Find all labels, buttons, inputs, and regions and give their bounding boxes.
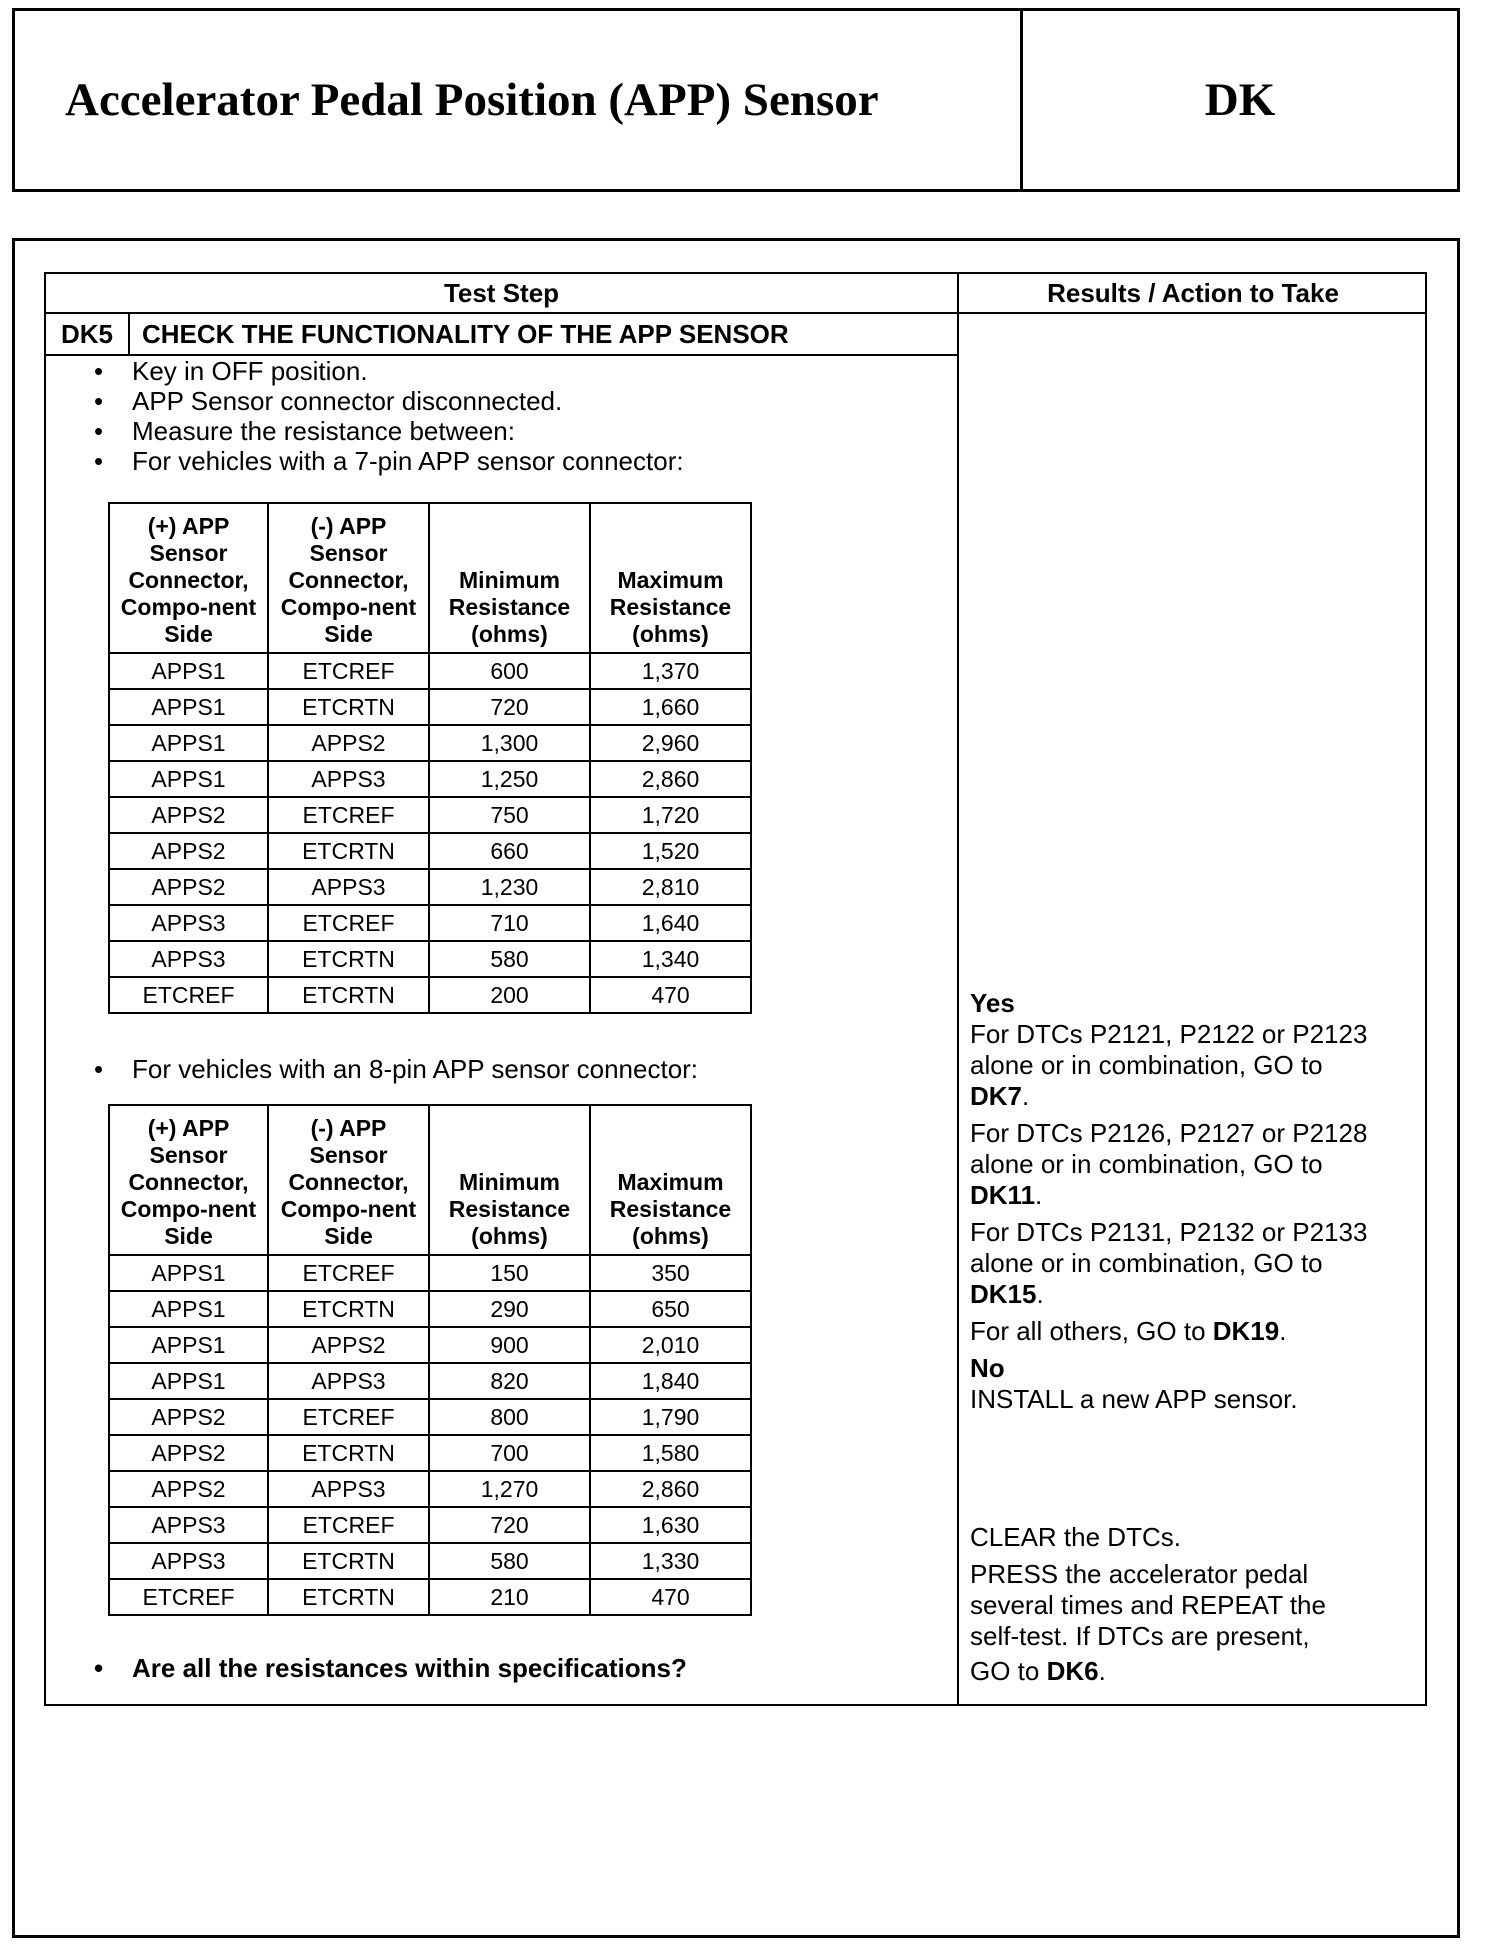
- table-cell: 2,810: [590, 869, 751, 905]
- table-cell: ETCREF: [268, 1399, 429, 1435]
- result-item: For DTCs P2121, P2122 or P2123 alone or in combination, GO to DK7.: [970, 1019, 1368, 1111]
- table-cell: 750: [429, 797, 590, 833]
- table-cell: 1,580: [590, 1435, 751, 1471]
- table-cell: 1,370: [590, 653, 751, 689]
- no-action: INSTALL a new APP sensor.: [970, 1384, 1298, 1414]
- table-row: [109, 689, 751, 725]
- page-header: [12, 8, 1460, 192]
- table-cell: APPS1: [109, 689, 268, 725]
- table-cell: APPS1: [109, 1327, 268, 1363]
- table-cell: 1,230: [429, 869, 590, 905]
- table-cell: 470: [590, 1579, 751, 1615]
- table-cell: APPS2: [109, 1471, 268, 1507]
- table-cell: 720: [429, 1507, 590, 1543]
- table-cell: APPS3: [268, 869, 429, 905]
- table-row: [109, 905, 751, 941]
- table-row: [109, 653, 751, 689]
- table-cell: 210: [429, 1579, 590, 1615]
- resistance-table-7pin: [108, 502, 752, 1014]
- table-cell: APPS1: [109, 1363, 268, 1399]
- table-cell: ETCREF: [109, 977, 268, 1013]
- table-cell: 720: [429, 689, 590, 725]
- table-cell: ETCRTN: [268, 1435, 429, 1471]
- table-cell: 290: [429, 1291, 590, 1327]
- list-item: • APP Sensor connector disconnected.: [92, 386, 684, 416]
- list-item: • Measure the resistance between:: [92, 416, 684, 446]
- table-cell: 700: [429, 1435, 590, 1471]
- col-minus-header: (-) APP Sensor Connector, Compo-nent Side: [268, 503, 429, 653]
- result-item: For DTCs P2131, P2132 or P2133 alone or in combination, GO to DK15.: [970, 1217, 1368, 1309]
- table-row: [109, 833, 751, 869]
- table-row: [109, 1399, 751, 1435]
- table-cell: 1,630: [590, 1507, 751, 1543]
- table-row: [109, 1291, 751, 1327]
- table-row: [109, 1327, 751, 1363]
- table-cell: 470: [590, 977, 751, 1013]
- table-row: [109, 1363, 751, 1399]
- table-cell: APPS2: [109, 1399, 268, 1435]
- table-cell: 820: [429, 1363, 590, 1399]
- table-cell: APPS1: [109, 653, 268, 689]
- table-row: [109, 869, 751, 905]
- table-cell: 580: [429, 1543, 590, 1579]
- table-cell: ETCREF: [268, 797, 429, 833]
- no-label: No: [970, 1353, 1005, 1383]
- table-cell: 580: [429, 941, 590, 977]
- results-followup: [970, 1522, 1370, 1693]
- table-cell: 1,250: [429, 761, 590, 797]
- list-item: • For vehicles with a 7-pin APP sensor connector:: [92, 446, 684, 476]
- table-cell: APPS3: [109, 905, 268, 941]
- table-row: [109, 941, 751, 977]
- table-cell: 1,840: [590, 1363, 751, 1399]
- col-minus-header: (-) APP Sensor Connector, Compo-nent Side: [268, 1105, 429, 1255]
- resistance-table-8pin: [108, 1104, 752, 1616]
- test-step-header: Test Step: [443, 278, 560, 308]
- table-cell: APPS2: [109, 869, 268, 905]
- table-cell: 710: [429, 905, 590, 941]
- table-cell: 2,960: [590, 725, 751, 761]
- table-cell: 650: [590, 1291, 751, 1327]
- table-cell: ETCREF: [268, 905, 429, 941]
- table-cell: 1,330: [590, 1543, 751, 1579]
- table-row: [109, 1471, 751, 1507]
- col-min-header: Minimum Resistance (ohms): [429, 503, 590, 653]
- table-row: [109, 1579, 751, 1615]
- yes-label: Yes: [970, 988, 1015, 1018]
- table-row: [109, 977, 751, 1013]
- table-cell: APPS2: [109, 797, 268, 833]
- table-row: [109, 725, 751, 761]
- table-row: [109, 797, 751, 833]
- table-cell: ETCRTN: [268, 977, 429, 1013]
- instruction-list: [92, 356, 684, 476]
- result-item: For all others, GO to DK19.: [970, 1316, 1287, 1346]
- page-title: Accelerator Pedal Position (APP) Sensor: [15, 11, 1023, 189]
- table-cell: 150: [429, 1255, 590, 1291]
- table-cell: APPS3: [268, 761, 429, 797]
- table-cell: 350: [590, 1255, 751, 1291]
- table-row: [109, 761, 751, 797]
- table-cell: 660: [429, 833, 590, 869]
- list-item: • Key in OFF position.: [92, 356, 684, 386]
- question-list: [92, 1653, 687, 1683]
- table-cell: 1,640: [590, 905, 751, 941]
- table-cell: ETCRTN: [268, 689, 429, 725]
- table-cell: ETCREF: [268, 1255, 429, 1291]
- table-cell: APPS2: [109, 1435, 268, 1471]
- table-cell: ETCREF: [268, 653, 429, 689]
- table-cell: 1,790: [590, 1399, 751, 1435]
- table-cell: APPS2: [268, 725, 429, 761]
- table-cell: APPS1: [109, 1291, 268, 1327]
- step-title: CHECK THE FUNCTIONALITY OF THE APP SENSOR: [142, 319, 789, 349]
- table-cell: 2,860: [590, 761, 751, 797]
- col-plus-header: (+) APP Sensor Connector, Compo-nent Side: [109, 1105, 268, 1255]
- col-min-header: Minimum Resistance (ohms): [429, 1105, 590, 1255]
- table-cell: 600: [429, 653, 590, 689]
- clear-action: CLEAR the DTCs.: [970, 1522, 1181, 1552]
- table-cell: ETCRTN: [268, 1543, 429, 1579]
- table-cell: 800: [429, 1399, 590, 1435]
- table-cell: APPS2: [109, 833, 268, 869]
- table-row: [109, 1507, 751, 1543]
- col-max-header: Maximum Resistance (ohms): [590, 1105, 751, 1255]
- section-code: DK: [1204, 74, 1276, 126]
- table-cell: APPS1: [109, 761, 268, 797]
- table-cell: APPS1: [109, 1255, 268, 1291]
- table-cell: APPS3: [109, 1507, 268, 1543]
- table-row: [109, 1543, 751, 1579]
- results-header: Results / Action to Take: [1047, 278, 1339, 308]
- table-cell: ETCREF: [268, 1507, 429, 1543]
- table-cell: 1,660: [590, 689, 751, 725]
- table-cell: 1,720: [590, 797, 751, 833]
- table-cell: ETCRTN: [268, 1579, 429, 1615]
- results-yes: [970, 988, 1370, 1421]
- table-cell: 200: [429, 977, 590, 1013]
- table-cell: 1,270: [429, 1471, 590, 1507]
- table-cell: 900: [429, 1327, 590, 1363]
- table-cell: 2,010: [590, 1327, 751, 1363]
- table-cell: ETCREF: [109, 1579, 268, 1615]
- table-cell: ETCRTN: [268, 1291, 429, 1327]
- table-row: [109, 1255, 751, 1291]
- col-plus-header: (+) APP Sensor Connector, Compo-nent Side: [109, 503, 268, 653]
- table-cell: APPS3: [109, 1543, 268, 1579]
- table-cell: ETCRTN: [268, 833, 429, 869]
- col-max-header: Maximum Resistance (ohms): [590, 503, 751, 653]
- list-item: • For vehicles with an 8-pin APP sensor connector:: [92, 1054, 698, 1084]
- press-action: PRESS the accelerator pedal several times and REPEAT the self-test. If DTCs are present,: [970, 1559, 1326, 1651]
- table-cell: APPS1: [109, 725, 268, 761]
- table-cell: ETCRTN: [268, 941, 429, 977]
- table-cell: 1,520: [590, 833, 751, 869]
- instruction-list-8pin: [92, 1054, 698, 1084]
- table-cell: APPS2: [268, 1327, 429, 1363]
- result-item: For DTCs P2126, P2127 or P2128 alone or in combination, GO to DK11.: [970, 1118, 1368, 1210]
- table-row: [109, 1435, 751, 1471]
- goto-action: GO to DK6.: [970, 1656, 1106, 1686]
- table-cell: 2,860: [590, 1471, 751, 1507]
- question-item: • Are all the resistances within specifications?: [92, 1653, 687, 1683]
- step-id: DK5: [60, 319, 113, 349]
- table-cell: 1,300: [429, 725, 590, 761]
- table-cell: APPS3: [109, 941, 268, 977]
- table-cell: 1,340: [590, 941, 751, 977]
- table-cell: APPS3: [268, 1471, 429, 1507]
- table-cell: APPS3: [268, 1363, 429, 1399]
